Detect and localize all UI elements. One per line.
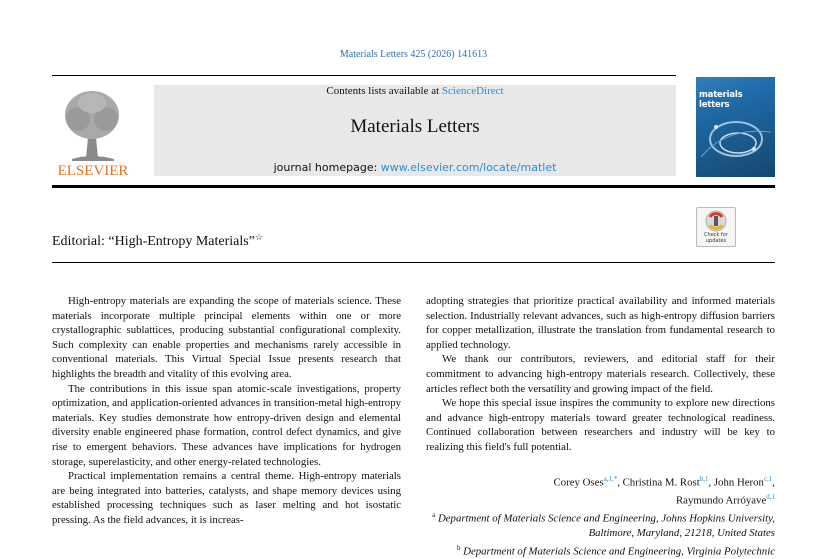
- author-affiliation-mark[interactable]: d,1: [766, 492, 775, 501]
- cover-title: materials letters: [699, 90, 743, 110]
- author-name[interactable]: Raymundo Arróyave: [675, 494, 767, 507]
- header-divider-thick: [52, 185, 775, 188]
- author-list: Corey Oses$^{a,1,*}$, Christina M. Rost$^{b,1}$, John Heron$^{c,1}$, Raymundo Arróyave$^{d,1}$: [553, 474, 775, 507]
- sciencedirect-link[interactable]: ScienceDirect: [441, 85, 504, 97]
- affiliation-mark: b: [456, 543, 461, 552]
- author-affiliation-mark[interactable]: c,1: [763, 474, 773, 483]
- paragraph-3: Practical implementation remains a central theme. High-entropy materials are being integrated into batteries, catalysts, and shape memory devices using established processing techniques such as laser melting and hot isostatic pressing. As the field advances, it is increas-: [52, 470, 401, 526]
- right-column: [426, 294, 775, 559]
- affiliation-mark: a: [432, 510, 436, 519]
- homepage-link[interactable]: www.elsevier.com/locate/matlet: [380, 161, 557, 174]
- contents-line: [154, 85, 676, 97]
- affiliation-b: [426, 541, 775, 559]
- check-updates-icon: [697, 208, 735, 234]
- check-updates-label: Check for updates: [704, 232, 728, 244]
- journal-citation[interactable]: Materials Letters 425 (2026) 141613: [339, 49, 488, 60]
- affiliation-text: Department of Materials Science and Engineering, Virginia Polytechnic: [463, 545, 775, 558]
- tree-icon: [52, 85, 134, 177]
- article-title: [52, 232, 263, 250]
- affiliation-text: Department of Materials Science and Engineering, Johns Hopkins University, Baltimore, Maryland, 21218, United States: [437, 512, 775, 540]
- journal-name: Materials Letters: [350, 116, 480, 137]
- header-rule: [52, 75, 676, 76]
- author-affiliation-mark[interactable]: a,1,*: [603, 474, 618, 483]
- elsevier-logo[interactable]: [52, 85, 134, 177]
- elsevier-wordmark: ELSEVIER: [57, 163, 129, 177]
- journal-cover-thumbnail[interactable]: [696, 77, 775, 177]
- title-footnote-mark[interactable]: ☆: [254, 232, 264, 242]
- paragraph-5: We hope this special issue inspires the community to explore new directions and advance high-entropy materials toward greater technological readiness. Continued collaboration between researchers and industry will be key to realizing this field's full potential.: [426, 397, 775, 453]
- article-title-text: Editorial: “High-Entropy Materials”: [52, 234, 255, 249]
- paragraph-4: We thank our contributors, reviewers, and editorial staff for their commitment to advancing high-entropy materials research. Collectively, these articles reflect both the versatility and growing impact of the field.: [426, 353, 775, 395]
- contents-prefix: Contents lists available at: [326, 85, 442, 97]
- affiliation-a: [426, 508, 775, 541]
- homepage-line: [154, 161, 676, 174]
- author-name[interactable]: Christina M. Rost: [622, 476, 700, 489]
- cover-art-icon: [696, 77, 775, 177]
- homepage-prefix: journal homepage:: [273, 161, 381, 174]
- paragraph-3-continued: adopting strategies that prioritize practical availability and informed materials selection. Industrially relevant advances, such as high-entropy diffusion barriers for copper metallization, illustrate the translation from fundamental research to applied technology.: [426, 295, 775, 351]
- paragraph-1: High-entropy materials are expanding the scope of materials science. These materials incorporate multiple principal elements within one or more crystallographic sublattices, producing substantial configurational complexity. Such complexity can enable properties and mechanisms rarely accessible in conventional materials. This Virtual Special Issue presents research that highlights the breadth and vitality of this evolving area.: [52, 295, 401, 380]
- author-affiliation-mark[interactable]: b,1: [699, 474, 709, 483]
- check-for-updates-button[interactable]: [696, 207, 736, 247]
- left-column: [52, 294, 401, 528]
- paragraph-2: The contributions in this issue span atomic-scale investigations, property optimization, and application-oriented advances in transition-metal high-entropy materials. Key studies demonstrate how entropy-driven design and elemental diversity enable engineered phase formation, control defect dynamics, and give rise to emergent behaviors. These advances have implications for hydrogen storage, superelasticity, and other energy-related technologies.: [52, 382, 401, 468]
- author-name[interactable]: Corey Oses: [553, 476, 604, 489]
- title-rule: [52, 262, 775, 263]
- author-name[interactable]: John Heron: [713, 476, 764, 489]
